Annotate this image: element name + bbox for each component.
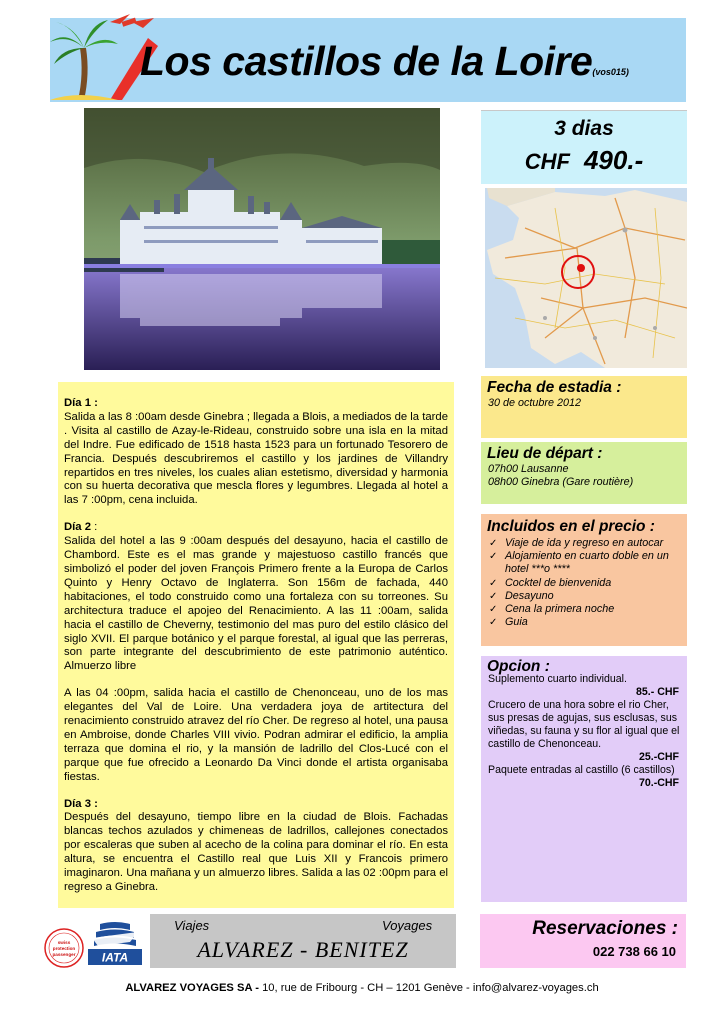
- svg-text:protection: protection: [52, 946, 76, 951]
- check-icon: ✓: [489, 590, 498, 602]
- incluidos-panel: [481, 514, 687, 646]
- reservaciones-title: Reservaciones :: [532, 918, 678, 939]
- list-item: ✓ Guia: [489, 616, 528, 629]
- day2-text-afternoon: A las 04 :00pm, salida hacia el castillo de Chenonceau, uno de los mas elegantes del Val de Loire. Una verdadera joya de artitectura del renacimiento construido atravez del río Cher. De regreso al hotel, una pausa en Ambroise, donde Charles VIII vivio. Podran admirar el edificio, la amplia terraza que domina el rio, y la mansión de ladrillo del Clos-Lucé con el parque que fue ofrecido a Leonardo Da Vinci donde el artista organisaba fiestas.: [64, 687, 448, 783]
- svg-text:passenger: passenger: [52, 952, 76, 957]
- agency-voyages: Voyages: [382, 918, 433, 933]
- france-map: [485, 188, 687, 368]
- reservaciones-phone: 022 738 66 10: [592, 944, 676, 959]
- day1-text: Salida a las 8 :00am desde Ginebra ; llegada a Blois, a mediados de la tarde . Visita al castillo de Azay-le-Rideau, construido sobre una isla en la mitad del Indre. Fue edificado de 1518 hasta 1523 para un fortunado Tesorero de Francia. Después descubriremos el castillo y los jardines de Villandry repartidos en tres niveles, los cuales alian estetismo, diversidad y harmonia con su huerta decorativa que mescla flores y legumbres. Llegada al hotel a las 7 :00pm, cena incluida.: [64, 410, 448, 507]
- lieu-title: Lieu de départ :: [487, 445, 603, 462]
- option-1-text: Suplemento cuarto individual.: [488, 673, 627, 685]
- day2-text: Salida del hotel a las 9 :00am después del desayuno, hacia el castillo de Chambord. Este es el mas grande y majestuoso castillo francés que simbolizó el poder del joven François Primero frente a la Europa de Carlos Quinto y Henry Octavo de Inglaterra. Son 156m de fachada, 440 habitaciones, el todo construido como una fortaleza con su torreones. Su architectura traduce el apojeo del Renacimiento. A las 11 :00am, salida hacia el castillo de Cheverny, testimonio del mas puro del estilo clásico del siglo XVII. El parque botánico y el parque forestal, al igual que las perreras, son parte integrante del descubrimiento de este patrimonio auténtico. Almuerzo libre: [64, 535, 448, 673]
- company-address: ALVAREZ VOYAGES SA - 10, rue de Fribourg - CH – 1201 Genève - info@alvarez-voyages.ch: [125, 982, 599, 994]
- duration: 3 dias: [554, 117, 614, 140]
- reference-code: (vos015): [592, 67, 629, 77]
- fecha-title: Fecha de estadia :: [487, 379, 622, 396]
- option-2-text: Crucero de una hora sobre el rio Cher, sus presas de agujas, sus esclusas, sus viñedas, su fauna y su flor al igual que el castillo de Chenonceau.: [488, 699, 680, 750]
- list-item: ✓ Cocktel de bienvenida: [489, 576, 612, 589]
- check-icon: ✓: [489, 604, 498, 616]
- check-icon: ✓: [489, 577, 498, 589]
- agency-box: [150, 914, 456, 968]
- check-icon: ✓: [489, 551, 498, 563]
- day2-label: Día 2 :: [64, 521, 98, 534]
- lieu-panel: [481, 442, 687, 504]
- page-title: Los castillos de la Loire(vos015): [140, 38, 629, 84]
- reservaciones-box: [480, 914, 686, 968]
- incluidos-list: [481, 536, 687, 629]
- option-3-price: 70.-CHF: [638, 777, 679, 789]
- day1-label: Día 1 :: [64, 397, 98, 409]
- day3-label: Día 3 :: [64, 797, 98, 810]
- price: CHF 490.-: [524, 145, 644, 175]
- option-2-price: 25.-CHF: [638, 751, 679, 763]
- list-item: ✓ Desayuno: [489, 589, 554, 602]
- lieu-line-2: 08h00 Ginebra (Gare routière): [488, 476, 634, 488]
- fecha-value: 30 de octubre 2012: [488, 397, 582, 409]
- check-icon: ✓: [489, 617, 498, 629]
- opcion-panel: [481, 656, 687, 902]
- castle-photo: [84, 108, 440, 370]
- itinerary-box: [58, 382, 454, 908]
- option-3-text: Paquete entradas al castillo (6 castillos): [488, 764, 675, 776]
- list-item: ✓ Alojamiento en cuarto doble en un hotel ***o ****: [489, 550, 669, 576]
- agency-viajes: Viajes: [174, 918, 210, 933]
- agency-name: ALVAREZ - BENITEZ: [197, 937, 409, 962]
- list-item: ✓ Viaje de ida y regreso en autocar: [489, 537, 664, 549]
- option-1-price: 85.- CHF: [636, 686, 679, 698]
- swiss-protection-seal-icon: [44, 928, 84, 968]
- incluidos-title: Incluidos en el precio :: [487, 518, 655, 535]
- opcion-title: Opcion :: [487, 658, 550, 675]
- day3-text: Después del desayuno, tiempo libre en la ciudad de Blois. Fachadas blancas techos azulados y chimeneas de ladrillos, callejones conectados por escaleras que suben al acecho de la colina para dominar el río. En esta altura, se encuentra el Castillo real que Luis XII y Francois primero imaginaron. Una mañana y un almuerzo libres. Salida a las 02 :00pm para el regreso a Ginebra.: [64, 811, 448, 893]
- svg-text:IATA: IATA: [101, 950, 129, 965]
- check-icon: ✓: [489, 538, 498, 549]
- iata-logo-icon: [86, 922, 144, 966]
- fecha-panel: [481, 376, 687, 438]
- price-box: [481, 110, 687, 184]
- svg-text:swiss: swiss: [57, 940, 71, 945]
- list-item: ✓ Cena la primera noche: [489, 603, 615, 616]
- lieu-line-1: 07h00 Lausanne: [488, 463, 569, 475]
